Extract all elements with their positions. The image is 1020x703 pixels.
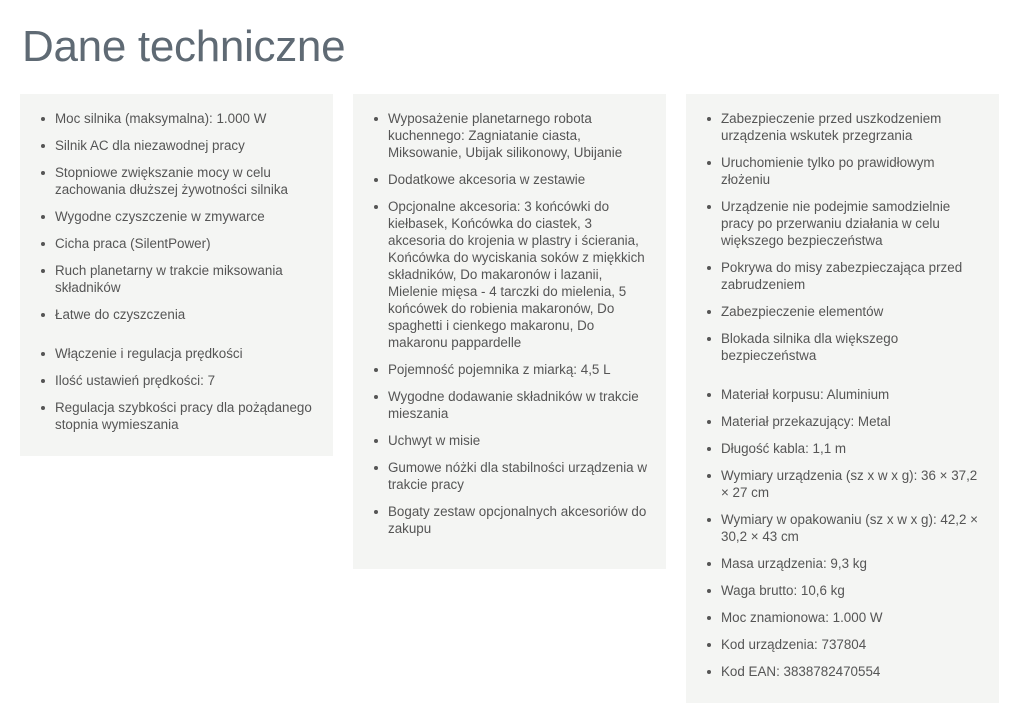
spec-item: Cicha praca (SilentPower) [40, 235, 317, 252]
spec-item: Długość kabla: 1,1 m [706, 440, 983, 457]
spec-item: Materiał korpusu: Aluminium [706, 386, 983, 403]
spec-item: Uruchomienie tylko po prawidłowym złożeniu [706, 154, 983, 188]
spec-list-accessories [373, 110, 650, 537]
spec-item: Ilość ustawień prędkości: 7 [40, 372, 317, 389]
spec-item: Moc silnika (maksymalna): 1.000 W [40, 110, 317, 127]
spec-item: Pojemność pojemnika z miarką: 4,5 L [373, 361, 650, 378]
spec-item: Opcjonalne akcesoria: 3 końcówki do kiełbasek, Końcówka do ciastek, 3 akcesoria do krojenia w plastry i ścierania, Końcówka do wyciskania soków z miękkich składników, Do makaronów i lazanii, Mielenie mięsa - 4 tarczki do mielenia, 5 końcówek do robienia makaronów, Do spaghetti i cienkego makaronu, Do makaronu pappardelle [373, 198, 650, 351]
spec-item: Bogaty zestaw opcjonalnych akcesoriów do zakupu [373, 503, 650, 537]
spec-item: Uchwyt w misie [373, 432, 650, 449]
spec-item: Wymiary w opakowaniu (sz x w x g): 42,2 × 30,2 × 43 cm [706, 511, 983, 545]
spec-item: Łatwe do czyszczenia [40, 306, 317, 323]
page-title: Dane techniczne [22, 22, 346, 71]
spec-item: Urządzenie nie podejmie samodzielnie pracy po przerwaniu działania w celu większego bezpieczeństwa [706, 198, 983, 249]
spec-item: Wygodne czyszczenie w zmywarce [40, 208, 317, 225]
spec-item: Stopniowe zwiększanie mocy w celu zachowania dłuższej żywotności silnika [40, 164, 317, 198]
spec-list-motor [40, 110, 317, 323]
spec-item: Wymiary urządzenia (sz x w x g): 36 × 37,2 × 27 cm [706, 467, 983, 501]
spec-item: Kod EAN: 3838782470554 [706, 663, 983, 680]
spec-item: Waga brutto: 10,6 kg [706, 582, 983, 599]
spec-item: Regulacja szybkości pracy dla pożądanego stopnia wymieszania [40, 399, 317, 433]
spec-item: Silnik AC dla niezawodnej pracy [40, 137, 317, 154]
spec-column-accessories [353, 94, 666, 569]
spec-item: Zabezpieczenie przed uszkodzeniem urządzenia wskutek przegrzania [706, 110, 983, 144]
spec-item: Włączenie i regulacja prędkości [40, 345, 317, 362]
spec-list-physical [706, 386, 983, 680]
spec-item: Masa urządzenia: 9,3 kg [706, 555, 983, 572]
spec-column-motor [20, 94, 333, 456]
spec-item: Wygodne dodawanie składników w trakcie mieszania [373, 388, 650, 422]
spec-item: Wyposażenie planetarnego robota kuchennego: Zagniatanie ciasta, Miksowanie, Ubijak silikonowy, Ubijanie [373, 110, 650, 161]
spec-list-speed [40, 345, 317, 433]
spec-item: Materiał przekazujący: Metal [706, 413, 983, 430]
spec-item: Kod urządzenia: 737804 [706, 636, 983, 653]
spec-list-safety [706, 110, 983, 364]
spec-item: Ruch planetarny w trakcie miksowania składników [40, 262, 317, 296]
spec-item: Pokrywa do misy zabezpieczająca przed zabrudzeniem [706, 259, 983, 293]
spec-item: Moc znamionowa: 1.000 W [706, 609, 983, 626]
spec-column-safety [686, 94, 999, 703]
spec-item: Zabezpieczenie elementów [706, 303, 983, 320]
spec-item: Gumowe nóżki dla stabilności urządzenia w trakcie pracy [373, 459, 650, 493]
spec-item: Dodatkowe akcesoria w zestawie [373, 171, 650, 188]
spec-item: Blokada silnika dla większego bezpieczeństwa [706, 330, 983, 364]
